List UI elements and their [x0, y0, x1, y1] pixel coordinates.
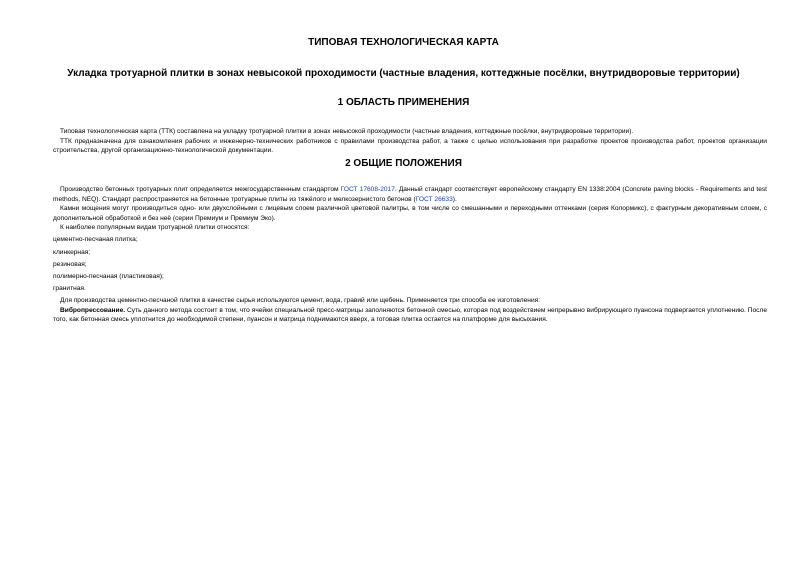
- section-1-title: 1 ОБЛАСТЬ ПРИМЕНЕНИЯ: [337, 97, 470, 108]
- paragraph: [53, 306, 767, 325]
- list-item: цементно-песчаная плитка;: [53, 236, 138, 244]
- paragraph-text: Производство бетонных тротуарных плит определяется межгосударственным стандартом: [60, 186, 341, 193]
- paragraph: [53, 137, 767, 156]
- paragraph-text: Камни мощения могут производиться одно- или двухслойными с лицевым слоем различной цветовой палитры, в том числе со смешанными и переходными оттенками (серия Колормикс), с фактурным декоративным слоем, с дополнительной обработкой и без неё (серии Премиум и Премиум Эко).: [53, 205, 767, 222]
- paragraph-text: Типовая технологическая карта (ТТК) составлена на укладку тротуарной плитки в зонах невысокой проходимости (частные владения, коттеджные посёлки, внутридворовые территории).: [60, 128, 634, 135]
- list-item: резиновая;: [53, 260, 87, 268]
- list-item: полимерно-песчаная (пластиковая);: [53, 272, 164, 280]
- paragraph: [53, 204, 767, 223]
- gost-26633-link[interactable]: ГОСТ 26633: [415, 195, 453, 203]
- list-item: гранитная.: [53, 284, 86, 292]
- paragraph-text: ).: [452, 195, 457, 203]
- paragraph: [53, 296, 767, 306]
- method-heading: Вибропрессование.: [60, 306, 126, 314]
- paragraph-text: Для производства цементно-песчаной плитки в качестве сырья используются цемент, вода, гравий или щебень. Применяется три способа ее изготовления:: [60, 296, 541, 304]
- section-2-body: [53, 185, 767, 325]
- document-title: ТИПОВАЯ ТЕХНОЛОГИЧЕСКАЯ КАРТА: [308, 37, 499, 48]
- gost-17608-link[interactable]: ГОСТ 17608-2017: [340, 186, 395, 193]
- paragraph-text: . Данный стандарт соответствует европейскому стандарту EN 1338:2004 (Concrete paving blocks - Requirements and test methods, NEQ). Стандарт распространяется на бетонные тротуарные плиты из тяжёлого и мелкозернистого бетонов (: [53, 186, 767, 203]
- paragraph: [53, 223, 767, 233]
- paragraph-text: ТТК предназначена для ознакомления рабочих и инженерно-технических работников с правилами производства работ, а также с целью использования при разработке проектов производства работ, проектов организации строительства, другой организационно-технологической документации.: [53, 137, 767, 155]
- paragraph: [53, 185, 767, 204]
- list-item: клинкерная;: [53, 248, 91, 256]
- paragraph: [53, 127, 767, 137]
- paragraph-text: К наиболее популярным видам тротуарной плитки относятся:: [60, 224, 250, 232]
- paragraph-text: Суть данного метода состоит в том, что ячейки специальной пресс-матрицы заполняются бетонной смесью, которая под воздействием непрерывно вибрирующего пуансона подвергается уплотнению. После того, как бетонная смесь уплотнится до необходимой степени, пуансон и матрица поднимаются вверх, а готовая плитка остается на платформе для высыхания.: [53, 306, 767, 324]
- section-1-body: [53, 127, 767, 156]
- document-subtitle: Укладка тротуарной плитки в зонах невысокой проходимости (частные владения, коттеджные посёлки, внутридворовые территории): [67, 68, 740, 79]
- section-2-title: 2 ОБЩИЕ ПОЛОЖЕНИЯ: [345, 158, 462, 169]
